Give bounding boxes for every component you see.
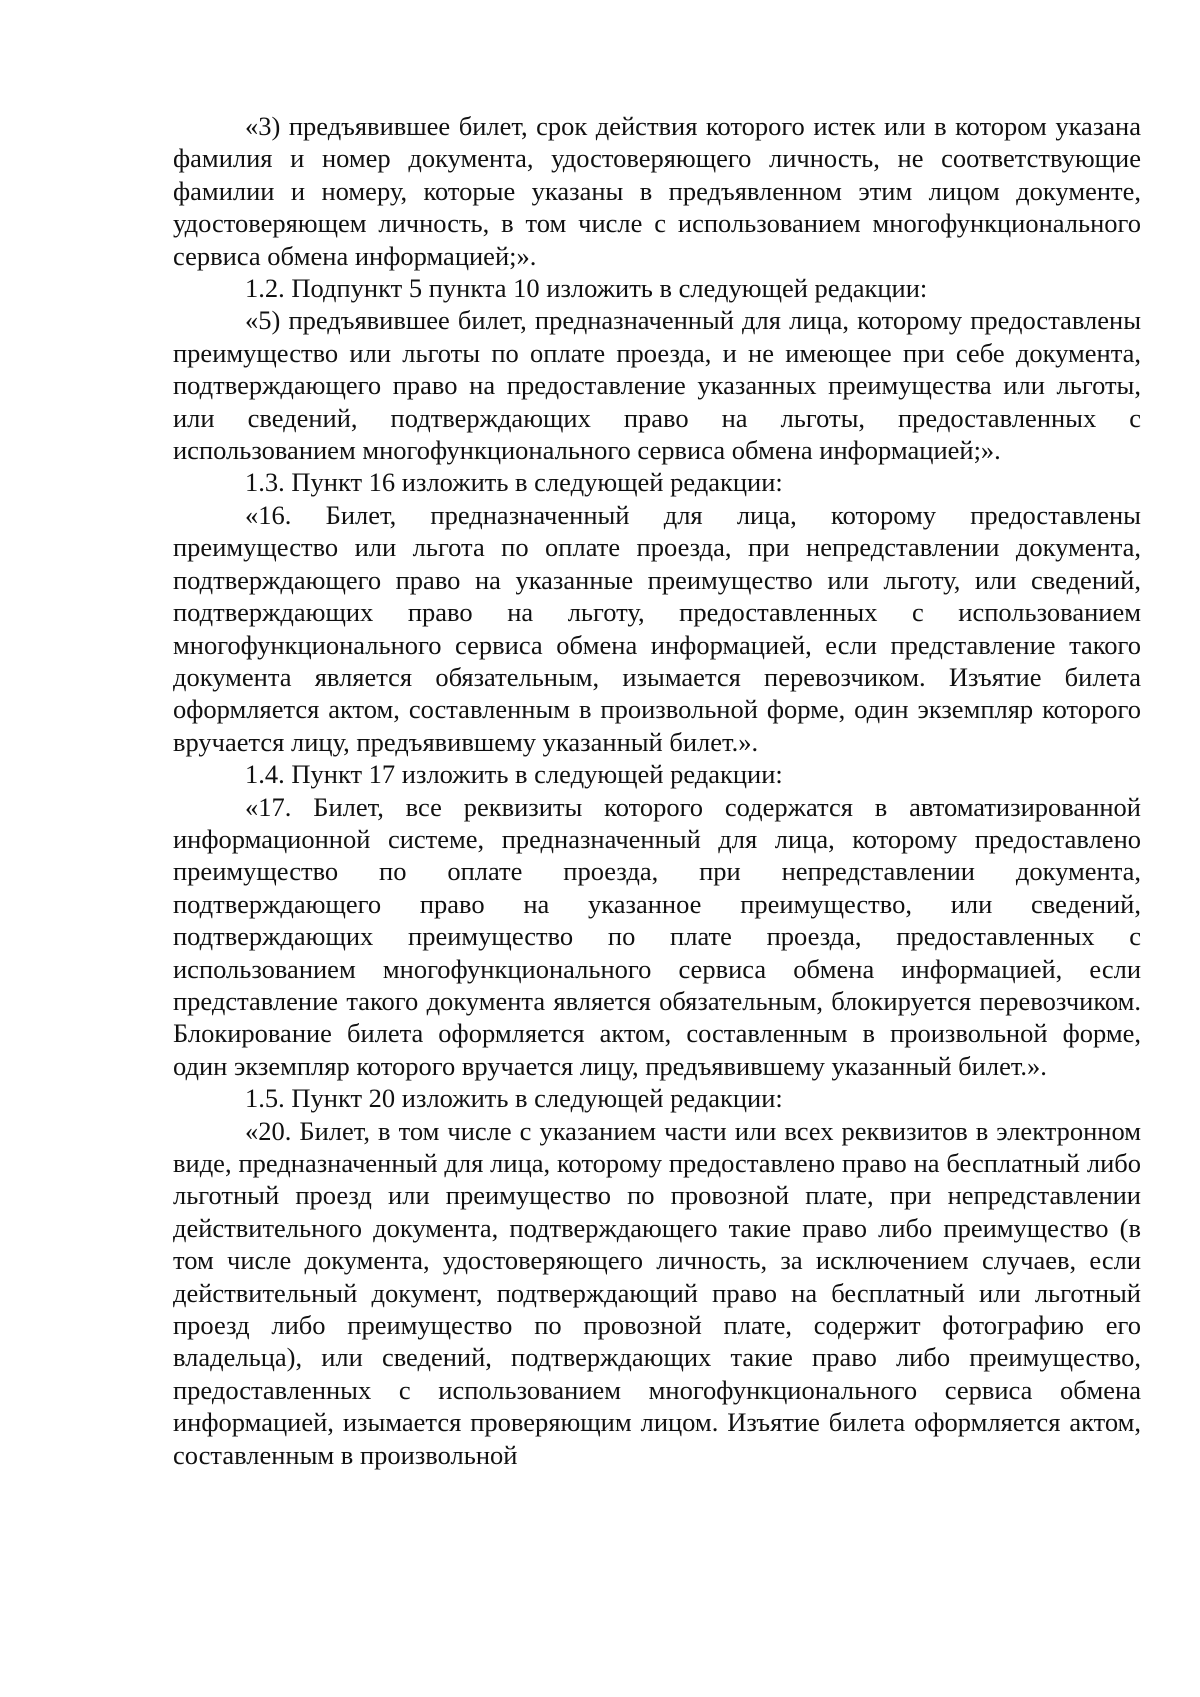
paragraph-item-1-5-heading: 1.5. Пункт 20 изложить в следующей редакции: [245,1083,783,1114]
paragraph-subitem-5-quote: «5) предъявившее билет, предназначенный для лица, которому предоставлены преимущество или льготы по оплате проезда, и не имеющее при себе документа, подтверждающего право на предоставление указанных преимущества или льготы, или сведений, подтверждающих право на льготы, предоставленных с использованием многофункционального сервиса обмена информацией;». [173,305,1141,466]
paragraph-item-1-3-heading: 1.3. Пункт 16 изложить в следующей редакции: [245,467,783,498]
paragraph-point-17-quote: «17. Билет, все реквизиты которого содержатся в автоматизированной информационной системе, предназначенный для лица, которому предоставлено преимущество по оплате проезда, при непредставлении документа, подтверждающего право на указанное преимущество, или сведений, подтверждающих преимущество по плате проезда, предоставленных с использованием многофункционального сервиса обмена информацией, если представление такого документа является обязательным, блокируется перевозчиком. Блокирование билета оформляется актом, составленным в произвольной форме, один экземпляр которого вручается лицу, предъявившему указанный билет.». [173,791,1141,1081]
paragraph-point-20-quote: «20. Билет, в том числе с указанием части или всех реквизитов в электронном виде, предназначенный для лица, которому предоставлено право на бесплатный либо льготный проезд или преимущество по провозной плате, при непредставлении действительного документа, подтверждающего такие право либо преимущество (в том числе документа, удостоверяющего личность, за исключением случаев, если действительный документ, подтверждающий право на бесплатный или льготный проезд либо преимущество по провозной плате, содержит фотографию его владельца), или сведений, подтверждающих такие право либо преимущество, предоставленных с использованием многофункционального сервиса обмена информацией, изымается проверяющим лицом. Изъятие билета оформляется актом, составленным в произвольной [173,1115,1141,1470]
paragraph-item-1-4-heading: 1.4. Пункт 17 изложить в следующей редакции: [245,759,783,790]
document-page [173,110,1141,1471]
paragraph-subitem-3-quote: «3) предъявившее билет, срок действия которого истек или в котором указана фамилия и номер документа, удостоверяющего личность, не соответствующие фамилии и номеру, которые указаны в предъявленном этим лицом документе, удостоверяющем личность, в том числе с использованием многофункционального сервиса обмена информацией;». [173,111,1141,271]
paragraph-item-1-2-heading: 1.2. Подпункт 5 пункта 10 изложить в следующей редакции: [245,273,928,304]
paragraph-point-16-quote: «16. Билет, предназначенный для лица, которому предоставлены преимущество или льгота по оплате проезда, при непредставлении документа, подтверждающего право на указанные преимущество или льготу, или сведений, подтверждающих право на льготу, предоставленных с использованием многофункционального сервиса обмена информацией, если представление такого документа является обязательным, изымается перевозчиком. Изъятие билета оформляется актом, составленным в произвольной форме, один экземпляр которого вручается лицу, предъявившему указанный билет.». [173,499,1141,757]
